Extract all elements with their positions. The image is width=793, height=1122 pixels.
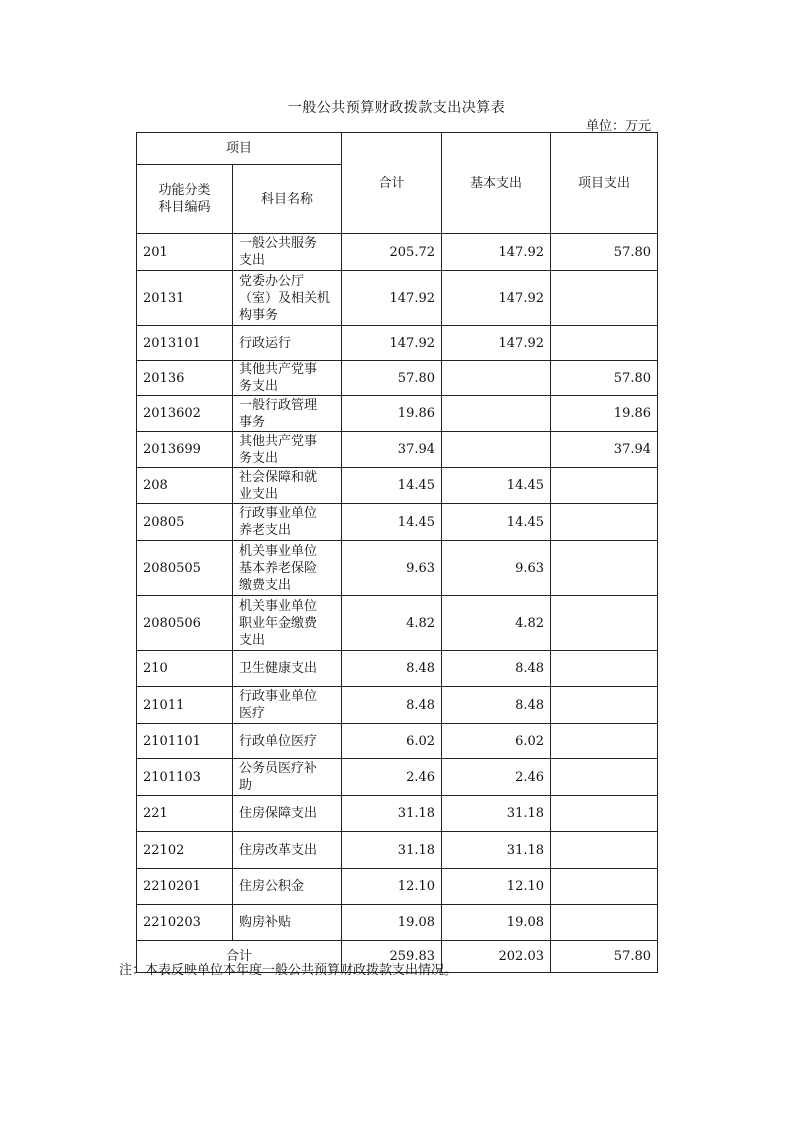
budget-table (136, 132, 658, 973)
cell-total: 4.82 (342, 596, 442, 651)
cell-basic: 147.92 (442, 271, 551, 326)
cell-basic (442, 361, 551, 396)
table-row (137, 796, 658, 832)
cell-code: 2013602 (137, 396, 233, 432)
cell-name: 其他共产党事 务支出 (233, 361, 342, 396)
total-label: 合计 (137, 941, 342, 973)
cell-code: 21011 (137, 687, 233, 724)
cell-project (551, 651, 658, 687)
cell-code: 210 (137, 651, 233, 687)
cell-basic: 8.48 (442, 651, 551, 687)
cell-code: 2210203 (137, 905, 233, 941)
cell-total: 147.92 (342, 271, 442, 326)
table-row (137, 724, 658, 759)
cell-basic: 6.02 (442, 724, 551, 759)
cell-total: 37.94 (342, 432, 442, 468)
cell-total: 57.80 (342, 361, 442, 396)
cell-code: 208 (137, 468, 233, 504)
cell-project: 57.80 (551, 234, 658, 271)
table-row (137, 541, 658, 596)
cell-name: 住房公积金 (233, 869, 342, 905)
cell-total: 147.92 (342, 326, 442, 361)
total-total: 259.83 (342, 941, 442, 973)
table-row (137, 832, 658, 869)
cell-code: 201 (137, 234, 233, 271)
cell-name: 行政单位医疗 (233, 724, 342, 759)
cell-basic: 31.18 (442, 796, 551, 832)
cell-basic: 147.92 (442, 326, 551, 361)
cell-name: 社会保障和就 业支出 (233, 468, 342, 504)
cell-project (551, 687, 658, 724)
table-row (137, 759, 658, 796)
cell-name: 其他共产党事 务支出 (233, 432, 342, 468)
cell-code: 2101101 (137, 724, 233, 759)
cell-basic: 19.08 (442, 905, 551, 941)
cell-code: 2080505 (137, 541, 233, 596)
cell-total: 31.18 (342, 832, 442, 869)
cell-project (551, 596, 658, 651)
header-project: 项目支出 (551, 133, 658, 234)
cell-project (551, 832, 658, 869)
header-total: 合计 (342, 133, 442, 234)
cell-name: 党委办公厅 （室）及相关机 构事务 (233, 271, 342, 326)
cell-project: 57.80 (551, 361, 658, 396)
cell-code: 2101103 (137, 759, 233, 796)
footnote: 注：本表反映单位本年度一般公共预算财政拨款支出情况。 (119, 963, 458, 978)
table-row (137, 504, 658, 541)
table-row (137, 234, 658, 271)
cell-total: 14.45 (342, 468, 442, 504)
cell-total: 8.48 (342, 687, 442, 724)
cell-code: 2013699 (137, 432, 233, 468)
table-row (137, 905, 658, 941)
cell-basic: 8.48 (442, 687, 551, 724)
cell-total: 205.72 (342, 234, 442, 271)
cell-code: 20136 (137, 361, 233, 396)
cell-basic: 4.82 (442, 596, 551, 651)
cell-project: 37.94 (551, 432, 658, 468)
total-project: 57.80 (551, 941, 658, 973)
cell-basic: 147.92 (442, 234, 551, 271)
table-row (137, 651, 658, 687)
cell-total: 6.02 (342, 724, 442, 759)
cell-name: 购房补贴 (233, 905, 342, 941)
cell-basic: 12.10 (442, 869, 551, 905)
total-basic: 202.03 (442, 941, 551, 973)
cell-name: 公务员医疗补 助 (233, 759, 342, 796)
cell-name: 行政运行 (233, 326, 342, 361)
cell-total: 31.18 (342, 796, 442, 832)
table-title: 一般公共预算财政拨款支出决算表 (287, 100, 506, 116)
cell-total: 14.45 (342, 504, 442, 541)
cell-basic (442, 432, 551, 468)
cell-code: 2013101 (137, 326, 233, 361)
cell-code: 20805 (137, 504, 233, 541)
header-row-1 (137, 133, 658, 165)
cell-basic: 9.63 (442, 541, 551, 596)
table-row (137, 271, 658, 326)
cell-project (551, 724, 658, 759)
table-row (137, 326, 658, 361)
cell-name: 住房保障支出 (233, 796, 342, 832)
cell-code: 22102 (137, 832, 233, 869)
cell-name: 卫生健康支出 (233, 651, 342, 687)
table-row (137, 361, 658, 396)
cell-code: 20131 (137, 271, 233, 326)
header-basic: 基本支出 (442, 133, 551, 234)
cell-name: 行政事业单位 养老支出 (233, 504, 342, 541)
cell-total: 19.86 (342, 396, 442, 432)
table-row (137, 687, 658, 724)
cell-basic: 14.45 (442, 504, 551, 541)
cell-basic: 31.18 (442, 832, 551, 869)
cell-total: 9.63 (342, 541, 442, 596)
cell-project (551, 759, 658, 796)
cell-total: 12.10 (342, 869, 442, 905)
cell-project (551, 796, 658, 832)
cell-code: 2080506 (137, 596, 233, 651)
header-name: 科目名称 (233, 165, 342, 234)
cell-project: 19.86 (551, 396, 658, 432)
table-row (137, 468, 658, 504)
cell-name: 机关事业单位 职业年金缴费 支出 (233, 596, 342, 651)
unit-label: 单位：万元 (585, 119, 651, 134)
cell-project (551, 905, 658, 941)
cell-name: 行政事业单位 医疗 (233, 687, 342, 724)
cell-name: 住房改革支出 (233, 832, 342, 869)
cell-name: 一般公共服务 支出 (233, 234, 342, 271)
cell-project (551, 541, 658, 596)
cell-project (551, 504, 658, 541)
cell-code: 2210201 (137, 869, 233, 905)
cell-project (551, 271, 658, 326)
table-row (137, 396, 658, 432)
cell-name: 一般行政管理 事务 (233, 396, 342, 432)
cell-basic (442, 396, 551, 432)
header-code: 功能分类 科目编码 (137, 165, 233, 234)
cell-basic: 2.46 (442, 759, 551, 796)
cell-total: 19.08 (342, 905, 442, 941)
cell-project (551, 468, 658, 504)
table-row (137, 596, 658, 651)
cell-total: 8.48 (342, 651, 442, 687)
cell-project (551, 326, 658, 361)
cell-basic: 14.45 (442, 468, 551, 504)
cell-code: 221 (137, 796, 233, 832)
table-row (137, 432, 658, 468)
cell-total: 2.46 (342, 759, 442, 796)
header-item: 项目 (137, 133, 342, 165)
table-row (137, 869, 658, 905)
cell-project (551, 869, 658, 905)
cell-name: 机关事业单位 基本养老保险 缴费支出 (233, 541, 342, 596)
